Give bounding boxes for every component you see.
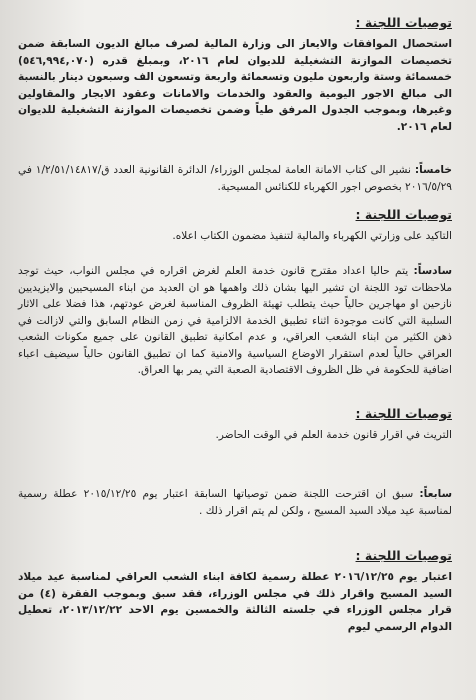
section-heading: توصيات اللجنة : <box>355 406 452 421</box>
recommendations-section-4 <box>18 547 452 635</box>
recommendation-text: استحصال الموافقات والايعاز الى وزارة المالية لصرف مبالغ الديون السابقة ضمن تخصيصات الموازنة التشغيلية للديوان لعام ٢٠١٦، وبمبلغ قدره (٥٤٦,٩٩٤,٠٧٠) خمسمائة وستة واربعون مليون وتسعمائة واربعة وتسعون الف وسبعون دينار بالنسبة الى مبالغ الاجور اليومية والعقود والخدمات والامانات وعقود الايجار والمقاولين وغيرها، وبموجب الجدول المرفق طياً وضمن تخصيصات الموازنة التشغيلية للديوان لعام ٢٠١٦. <box>18 38 453 133</box>
item-seventh <box>18 486 452 519</box>
recommendations-section-2 <box>18 206 452 245</box>
section-heading: توصيات اللجنة : <box>355 15 452 30</box>
section-heading: توصيات اللجنة : <box>355 207 452 222</box>
item-number: سابعاً: <box>419 488 452 500</box>
item-text: يتم حاليا اعداد مقترح قانون خدمة العلم لغرض اقراره في مجلس النواب، حيث توجد ملاحظات تود اللجنة ان تشير اليها بشان ذلك واهمها هو ان العديد من ابناء المسيحيين والايزيديين نازحين او مهاجرين حالياً حيث يتطلب تهيئة الظروف المناسبة لغرض عودتهم، هذا فضلا على الاثار السلبية التي كانت موجودة اثناء تطبيق الخدمة الالزامية في زمن النظام السابق والتي لازالت في ذهن الكثير من ابناء الشعب العراقي، و عدم امكانية تطبيق القانون على جميع مكونات الشعب العراقي حالياً لعدم استقرار الاوضاع السياسية والامنية كما ان تطبيق القانون حالياً سيضيف اعباء اضافية للحكومة في ظل الظروف الاقتصادية الصعبة التي يمر بها العراق. <box>18 265 452 376</box>
item-paragraph <box>18 263 452 379</box>
item-paragraph <box>18 162 452 195</box>
recommendations-section-3 <box>18 405 452 444</box>
section-heading: توصيات اللجنة : <box>355 548 452 563</box>
item-number: خامساً: <box>414 164 452 176</box>
recommendation-text: التريث في اقرار قانون خدمة العلم في الوقت الحاضر. <box>215 429 452 441</box>
recommendations-section-1 <box>18 14 452 135</box>
item-fifth <box>18 162 452 195</box>
item-paragraph <box>18 486 452 519</box>
item-number: سادساً: <box>413 265 453 277</box>
recommendation-text: التاكيد على وزارتي الكهرباء والمالية لتنفيذ مضمون الكتاب اعلاه. <box>172 230 452 242</box>
item-text: سبق ان اقترحت اللجنة ضمن توصياتها السابقة اعتبار يوم ٢٠١٥/١٢/٢٥ عطلة رسمية لمناسبة عيد ميلاد السيد المسيح ، ولكن لم يتم اقرار ذلك . <box>18 488 452 517</box>
item-text: نشير الى كتاب الامانة العامة لمجلس الوزراء/ الدائرة القانونية العدد ق/١/٢/٥١/١٤٨١٧ في ٢٠١٦/٥/٢٩ بخصوص اجور الكهرباء للكنائس المسيحية. <box>18 164 452 193</box>
recommendation-text: اعتبار يوم ٢٠١٦/١٢/٢٥ عطلة رسمية لكافة ابناء الشعب العراقي لمناسبة عيد ميلاد السيد المسيح واقرار ذلك في مجلس الوزراء، فقد سبق وبموجب الفقرة (٤) من قرار مجلس الوزراء في جلسته الثالثة والخمسين يوم الاحد ٢٠١٣/١٢/٢٢، تعطيل الدوام الرسمي ليوم <box>18 571 453 633</box>
item-sixth <box>18 263 452 379</box>
